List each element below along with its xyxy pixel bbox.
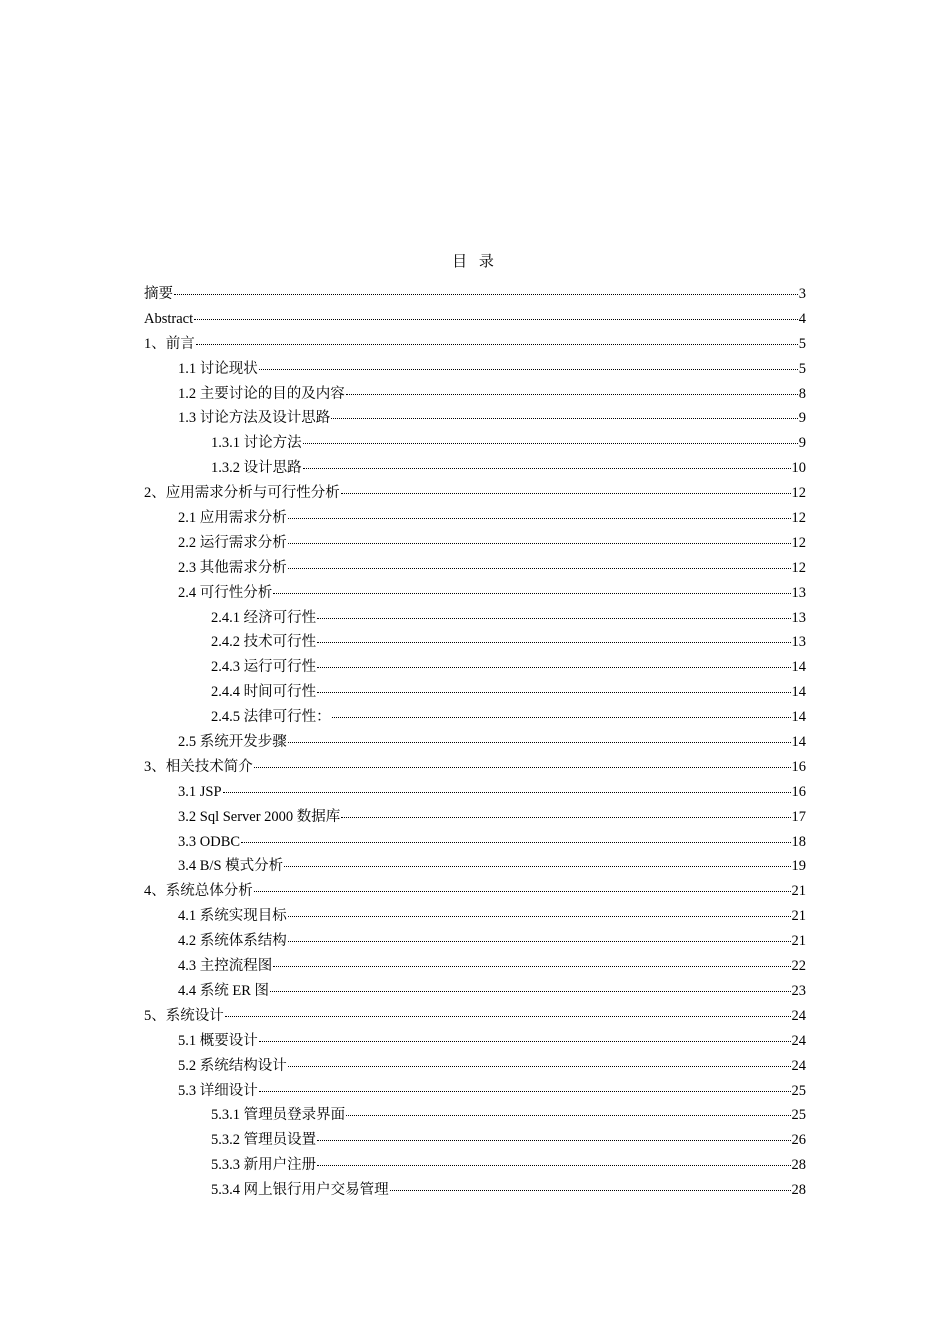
dot-leader: [196, 344, 798, 345]
toc-entry[interactable]: [144, 458, 806, 483]
dot-leader: [288, 543, 791, 544]
toc-entry-label: 5.3.3 新用户注册: [211, 1157, 317, 1174]
toc-entry[interactable]: [144, 359, 806, 384]
toc-entry[interactable]: [144, 881, 806, 906]
toc-entry[interactable]: [144, 1155, 806, 1180]
toc-entry-label: 3.4 B/S 模式分析: [178, 858, 284, 875]
toc-entry-label: 1.3.1 讨论方法: [211, 435, 302, 452]
toc-entry-label: 4.4 系统 ER 图: [178, 982, 270, 999]
toc-entry-page-number: 3: [798, 286, 806, 302]
dot-leader: [288, 941, 791, 942]
toc-entry-page-number: 12: [791, 559, 806, 576]
toc-entry-page-number: 28: [791, 1182, 806, 1199]
dot-leader: [174, 294, 798, 295]
toc-entry-label: 2.4.5 法律可行性：: [211, 709, 331, 726]
toc-entry-page-number: 4: [798, 310, 806, 327]
toc-entry-label: 2.3 其他需求分析: [178, 559, 287, 576]
dot-leader: [317, 642, 790, 643]
dot-leader: [259, 1041, 791, 1042]
table-of-contents: [144, 284, 806, 1205]
toc-entry-label: 4.2 系统体系结构: [178, 933, 287, 950]
toc-entry-label: 5.3 详细设计: [178, 1082, 258, 1099]
dot-leader: [259, 1091, 791, 1092]
toc-entry[interactable]: [144, 433, 806, 458]
toc-entry-label: 1、前言: [144, 335, 195, 352]
toc-entry-label: 2.5 系统开发步骤: [178, 734, 287, 751]
toc-entry[interactable]: [144, 1031, 806, 1056]
toc-entry-page-number: 22: [791, 958, 806, 975]
toc-entry[interactable]: [144, 931, 806, 956]
toc-entry-page-number: 24: [791, 1007, 806, 1024]
toc-entry-label: 3.1 JSP: [178, 783, 222, 800]
toc-entry-page-number: 10: [791, 460, 806, 477]
dot-leader: [303, 468, 791, 469]
toc-entry-page-number: 14: [791, 734, 806, 751]
toc-entry[interactable]: [144, 1180, 806, 1205]
toc-entry-page-number: 12: [791, 485, 806, 502]
dot-leader: [303, 443, 798, 444]
toc-entry-page-number: 8: [798, 385, 806, 402]
dot-leader: [273, 593, 790, 594]
toc-entry[interactable]: [144, 1056, 806, 1081]
toc-entry-page-number: 26: [791, 1132, 806, 1149]
dot-leader: [288, 916, 791, 917]
toc-entry-page-number: 12: [791, 510, 806, 527]
toc-entry-label: Abstract: [144, 310, 194, 327]
toc-entry-label: 4.3 主控流程图: [178, 958, 273, 975]
toc-entry[interactable]: [144, 657, 806, 682]
toc-entry-label: 2.4 可行性分析: [178, 584, 273, 601]
toc-entry-page-number: 5: [798, 335, 806, 352]
dot-leader: [270, 991, 790, 992]
toc-entry-page-number: 21: [791, 933, 806, 950]
toc-entry-page-number: 14: [791, 709, 806, 726]
toc-entry-page-number: 18: [791, 833, 806, 850]
dot-leader: [317, 1165, 790, 1166]
toc-entry[interactable]: [144, 632, 806, 657]
toc-entry-label: 5、系统设计: [144, 1007, 224, 1024]
dot-leader: [317, 1140, 790, 1141]
toc-entry-page-number: 14: [791, 659, 806, 676]
dot-leader: [288, 518, 791, 519]
toc-entry[interactable]: [144, 832, 806, 857]
toc-entry-page-number: 17: [791, 808, 806, 825]
toc-entry[interactable]: [144, 1006, 806, 1031]
dot-leader: [288, 742, 791, 743]
toc-entry-label: 1.3 讨论方法及设计思路: [178, 410, 331, 427]
toc-entry[interactable]: [144, 558, 806, 583]
dot-leader: [259, 369, 798, 370]
toc-entry-label: 5.1 概要设计: [178, 1032, 258, 1049]
dot-leader: [254, 767, 791, 768]
toc-entry-page-number: 12: [791, 534, 806, 551]
toc-entry-page-number: 25: [791, 1107, 806, 1124]
dot-leader: [225, 1016, 791, 1017]
toc-entry[interactable]: [144, 1081, 806, 1106]
toc-entry[interactable]: [144, 906, 806, 931]
dot-leader: [241, 842, 790, 843]
dot-leader: [317, 618, 790, 619]
toc-entry-label: 1.1 讨论现状: [178, 360, 258, 377]
toc-entry-label: 2.4.1 经济可行性: [211, 609, 317, 626]
dot-leader: [390, 1190, 791, 1191]
toc-entry-label: 3.3 ODBC: [178, 833, 241, 850]
toc-entry[interactable]: [144, 408, 806, 433]
toc-entry-label: 摘要: [144, 286, 173, 302]
dot-leader: [331, 418, 798, 419]
toc-entry[interactable]: [144, 508, 806, 533]
toc-entry-label: 5.3.1 管理员登录界面: [211, 1107, 346, 1124]
dot-leader: [346, 394, 798, 395]
dot-leader: [194, 319, 798, 320]
toc-entry-page-number: 13: [791, 584, 806, 601]
toc-entry[interactable]: [144, 583, 806, 608]
toc-entry-page-number: 13: [791, 634, 806, 651]
dot-leader: [346, 1115, 790, 1116]
toc-entry[interactable]: [144, 533, 806, 558]
toc-entry[interactable]: [144, 732, 806, 757]
toc-entry-page-number: 9: [798, 410, 806, 427]
toc-entry[interactable]: [144, 782, 806, 807]
toc-entry-label: 5.2 系统结构设计: [178, 1057, 287, 1074]
toc-entry[interactable]: [144, 956, 806, 981]
toc-entry-label: 5.3.4 网上银行用户交易管理: [211, 1182, 389, 1199]
dot-leader: [332, 717, 791, 718]
toc-entry[interactable]: [144, 682, 806, 707]
toc-entry-page-number: 28: [791, 1157, 806, 1174]
toc-entry-label: 3.2 Sql Server 2000 数据库: [178, 808, 341, 825]
toc-entry-label: 2.1 应用需求分析: [178, 510, 287, 527]
dot-leader: [254, 891, 791, 892]
toc-entry[interactable]: [144, 1105, 806, 1130]
toc-entry-label: 2.4.3 运行可行性: [211, 659, 317, 676]
toc-entry-label: 2.4.4 时间可行性: [211, 684, 317, 701]
dot-leader: [317, 692, 790, 693]
toc-entry-label: 3、相关技术简介: [144, 758, 253, 775]
toc-entry-label: 2、应用需求分析与可行性分析: [144, 485, 340, 502]
dot-leader: [341, 493, 791, 494]
toc-entry-label: 2.2 运行需求分析: [178, 534, 287, 551]
toc-entry[interactable]: [144, 284, 806, 309]
toc-entry[interactable]: [144, 981, 806, 1006]
toc-entry[interactable]: [144, 309, 806, 334]
toc-entry-page-number: 21: [791, 908, 806, 925]
dot-leader: [288, 568, 791, 569]
dot-leader: [341, 817, 790, 818]
dot-leader: [273, 966, 790, 967]
toc-entry[interactable]: [144, 384, 806, 409]
toc-entry-page-number: 25: [791, 1082, 806, 1099]
toc-entry-page-number: 9: [798, 435, 806, 452]
toc-entry[interactable]: [144, 608, 806, 633]
toc-entry-page-number: 24: [791, 1032, 806, 1049]
toc-entry[interactable]: [144, 1130, 806, 1155]
toc-entry-label: 5.3.2 管理员设置: [211, 1132, 317, 1149]
toc-entry[interactable]: [144, 334, 806, 359]
toc-entry-page-number: 5: [798, 360, 806, 377]
dot-leader: [223, 792, 791, 793]
toc-entry-page-number: 16: [791, 758, 806, 775]
toc-entry-label: 2.4.2 技术可行性: [211, 634, 317, 651]
toc-entry-page-number: 14: [791, 684, 806, 701]
toc-entry-label: 4、系统总体分析: [144, 883, 253, 900]
toc-entry-page-number: 21: [791, 883, 806, 900]
toc-entry[interactable]: [144, 757, 806, 782]
toc-entry[interactable]: [144, 807, 806, 832]
toc-entry-page-number: 23: [791, 982, 806, 999]
toc-entry-label: 1.2 主要讨论的目的及内容: [178, 385, 345, 402]
toc-entry-page-number: 24: [791, 1057, 806, 1074]
toc-entry-label: 4.1 系统实现目标: [178, 908, 287, 925]
toc-entry-page-number: 13: [791, 609, 806, 626]
toc-entry[interactable]: [144, 483, 806, 508]
dot-leader: [284, 866, 790, 867]
toc-entry[interactable]: [144, 707, 806, 732]
dot-leader: [317, 667, 790, 668]
toc-entry-page-number: 19: [791, 858, 806, 875]
dot-leader: [288, 1066, 791, 1067]
toc-entry-page-number: 16: [791, 783, 806, 800]
toc-entry-label: 1.3.2 设计思路: [211, 460, 302, 477]
toc-entry[interactable]: [144, 856, 806, 881]
toc-title: 目 录: [452, 254, 498, 270]
